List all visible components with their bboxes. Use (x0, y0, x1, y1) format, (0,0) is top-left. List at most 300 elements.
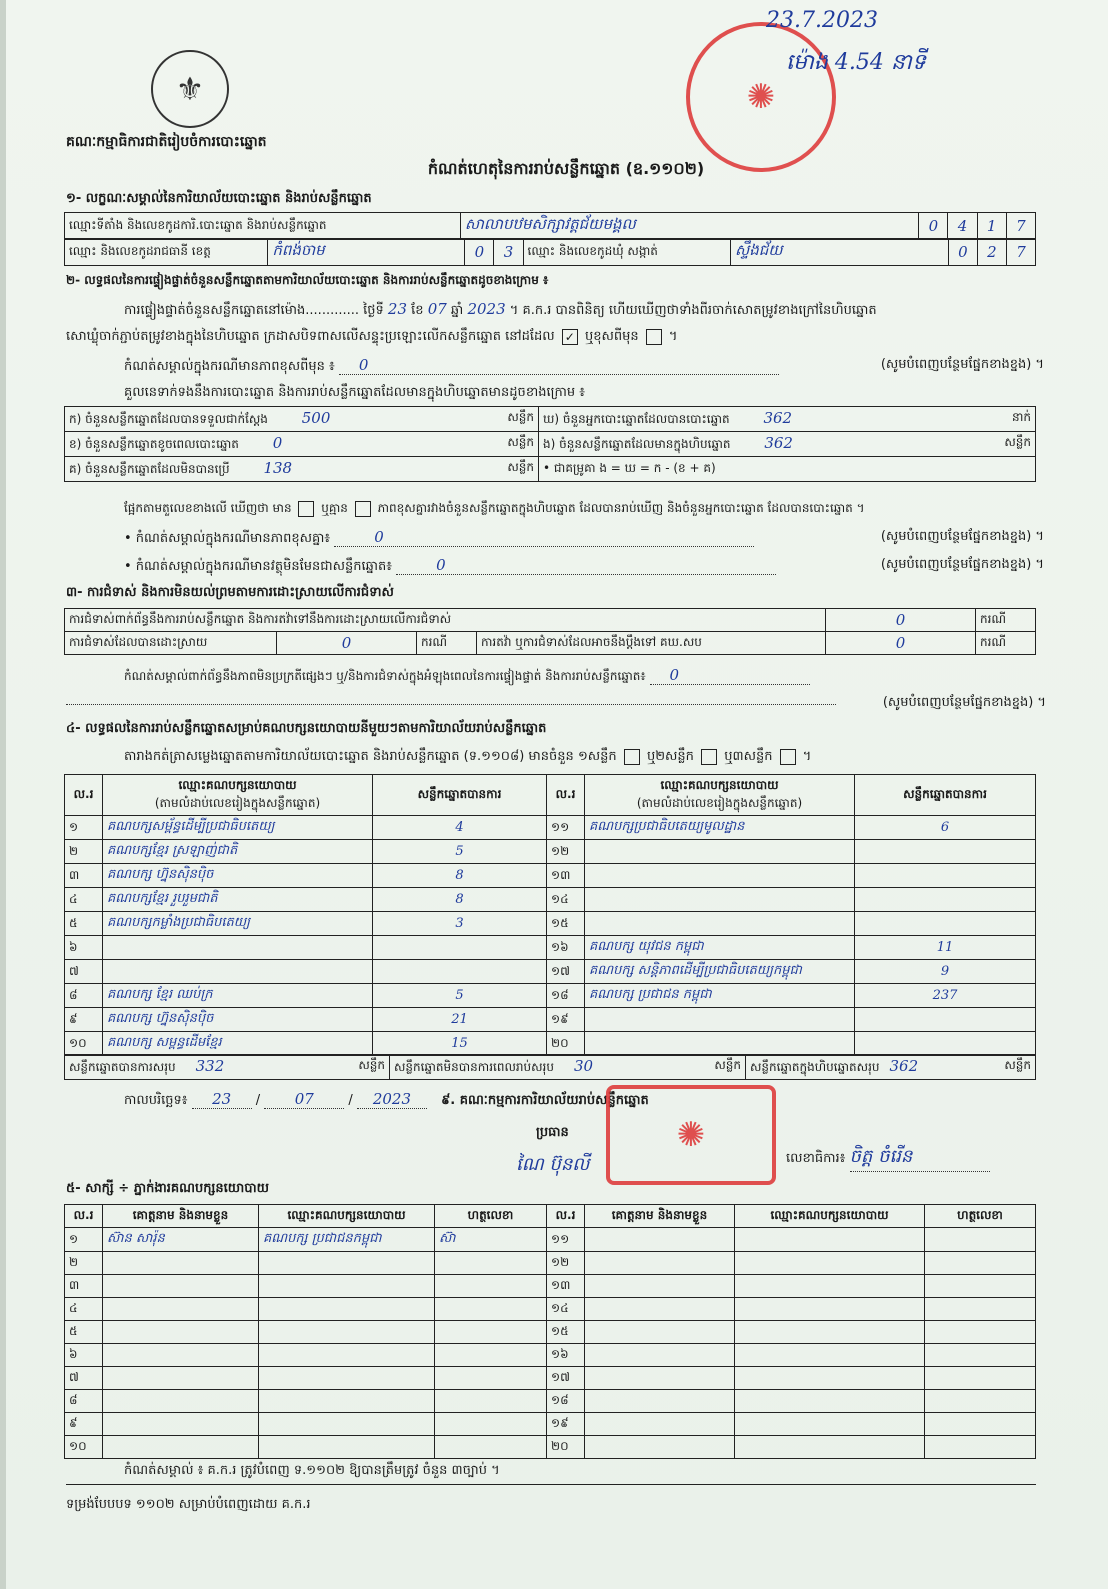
witness-sign (435, 1344, 547, 1367)
place-value: សាលាបឋមសិក្សាវត្តជ័យមង្គល (460, 213, 918, 240)
date-day: 23 (192, 1090, 252, 1109)
witness-name (585, 1321, 735, 1344)
col-party (585, 775, 855, 816)
count-value: 138 (263, 459, 293, 477)
count-intro: គួលនេទាក់ទងនឹងការបោះឆ្នោត និងការរាប់សន្លឹកឆ្នោតដែលមានក្នុងហិបឆ្នោតមានដូចខាងក្រោម ៖ (124, 385, 585, 400)
col-sign: ហត្ថលេខា (925, 1205, 1036, 1228)
witness-name (585, 1344, 735, 1367)
objection-note-label: កំណត់សម្គាល់ពាក់ព័ន្ធនឹងភាពមិនប្រក្រតីផ្សេងៗ ឬ/និងការជំទាស់ក្នុងអំឡុងពេលនៃការផ្ទៀងផ្ទាត់ និងការរាប់សន្លឹកឆ្នោត៖ (124, 669, 646, 683)
count-value: 0 (272, 434, 283, 452)
result-votes (373, 960, 547, 984)
witness-party (259, 1413, 435, 1436)
table-row (65, 457, 1036, 482)
objection-value: 0 (826, 609, 976, 632)
result-votes: 237 (855, 984, 1036, 1008)
total-box-label: សន្លឹកឆ្នោតក្នុងហិបឆ្នោតសរុប (750, 1060, 880, 1074)
year-label: ឆ្នាំ (450, 303, 464, 318)
result-no: ១២ (547, 840, 585, 864)
result-party (103, 936, 373, 960)
witness-no: ១ (65, 1228, 103, 1252)
table-row (65, 432, 1036, 457)
result-party (585, 1008, 855, 1032)
witness-name (585, 1367, 735, 1390)
witness-party (735, 1298, 925, 1321)
place-code-digit: 0 (919, 213, 948, 240)
witness-name (103, 1436, 259, 1459)
result-votes (855, 888, 1036, 912)
result-no: ១៧ (547, 960, 585, 984)
witness-sign (435, 1390, 547, 1413)
witness-sign (925, 1275, 1036, 1298)
witness-no: ៨ (65, 1390, 103, 1413)
document-title: កំណត់ហេតុនៃការរាប់សន្លឹកឆ្នោត (ឧ.១១០២) (427, 159, 705, 178)
col-no: ល.រ (65, 775, 103, 816)
witness-no: ១៤ (547, 1298, 585, 1321)
witness-no: ៣ (65, 1275, 103, 1298)
col-party-sub: (តាមលំដាប់លេខរៀងក្នុងសន្លឹកឆ្នោត) (154, 796, 321, 810)
stamp-note-date: 23.7.2023 (766, 8, 878, 33)
table-row (65, 888, 1036, 912)
committee-name: គណៈកម្មាធិការជាតិរៀបចំការបោះឆ្នោត (66, 134, 267, 150)
resolved-value: 0 (277, 632, 417, 655)
table-row (65, 1055, 1036, 1080)
blank-line (66, 704, 836, 705)
table-row (65, 632, 1036, 655)
objection-note-line-2 (66, 694, 1046, 713)
witness-party (259, 1275, 435, 1298)
witness-sign (925, 1252, 1036, 1275)
result-votes: 5 (373, 984, 547, 1008)
check-text-a: ការផ្ទៀងផ្ទាត់ចំនួនសន្លឹកឆ្នោតនៅម៉ោង............. ថ្ងៃទី (124, 303, 384, 318)
objection-label: ការជំទាស់ពាក់ព័ន្ធនឹងការរាប់សន្លឹកឆ្នោត និងការតវ៉ាទៅនឹងការដោះស្រាយលើការជំទាស់ (65, 609, 826, 632)
witness-party (259, 1436, 435, 1459)
table-row (65, 1321, 1036, 1344)
total-valid-cell (65, 1055, 390, 1080)
result-party (585, 912, 855, 936)
same-checkbox[interactable]: ✓ (562, 329, 578, 345)
witness-sign (925, 1413, 1036, 1436)
result-no: ១៦ (547, 936, 585, 960)
witness-sign (435, 1298, 547, 1321)
province-code-digit: 0 (465, 239, 494, 266)
objection-unit: ករណី (976, 609, 1036, 632)
witness-no: ២០ (547, 1436, 585, 1459)
sheet2-checkbox[interactable] (701, 749, 717, 765)
total-valid-label: សន្លឹកឆ្នោតបានការសរុប (69, 1060, 176, 1074)
date-month: 07 (264, 1090, 344, 1109)
result-party (585, 840, 855, 864)
result-no: ១៤ (547, 888, 585, 912)
witness-no: ៤ (65, 1298, 103, 1321)
section3-heading: ៣- ការជំទាស់ និងការមិនយល់ព្រមតាមការដោះស្រាយលើការជំទាស់ (66, 585, 394, 600)
result-votes: 15 (373, 1032, 547, 1056)
witness-sign (925, 1298, 1036, 1321)
total-unit: សន្លឹក (358, 1058, 385, 1072)
place-code-digit: 7 (1006, 213, 1035, 240)
result-no: ២ (65, 840, 103, 864)
witness-name (103, 1275, 259, 1298)
witness-name (585, 1436, 735, 1459)
count-label: ឃ) ចំនួនអ្នកបោះឆ្នោតដែលបានបោះឆ្នោត (543, 412, 730, 426)
footnote: កំណត់សម្គាល់ ៖ គ.ក.រ ត្រូវបំពេញ ទ.១១០២ ឱ្យបានត្រឹមត្រូវ ចំនួន ៣ច្បាប់ ។ (124, 1463, 500, 1478)
appeal-label: ការតវ៉ា ឬការជំទាស់ដែលអាចនឹងប្ដឹងទៅ គឃ.សប (477, 632, 826, 655)
check-text-c: សោឃ្លុំចាក់ភ្ជាប់តម្រូវខាងក្នុងនៃហិបឆ្នោត ក្រដាសបិទពាសលើសន្ទុះប្រឡោះលើកសន្លឹកឆ្នោត នៅដដែល (66, 329, 555, 344)
witness-no: ៦ (65, 1344, 103, 1367)
witness-party (735, 1228, 925, 1252)
witness-party (735, 1413, 925, 1436)
place-label: ឈ្មោះទីតាំង និងលេខកូដការិ.បោះឆ្នោត និងរាប់សន្លឹកឆ្នោត (65, 213, 461, 240)
col-no: ល.រ (547, 775, 585, 816)
appeal-value: 0 (826, 632, 976, 655)
place-code-digit: 4 (948, 213, 977, 240)
witness-sign (435, 1275, 547, 1298)
section1-table (64, 212, 1036, 240)
col-no: ល.រ (547, 1205, 585, 1228)
count-cell-left (65, 457, 539, 482)
col-party-title: ឈ្មោះគណបក្សនយោបាយ (178, 778, 297, 792)
total-box-value: 362 (889, 1057, 919, 1075)
count-label: ខ) ចំនួនសន្លឹកឆ្នោតខូចពេលបោះឆ្នោត (69, 437, 239, 451)
witness-party (735, 1390, 925, 1413)
diff-note-value: 0 (334, 528, 754, 547)
result-party: គណបក្ស ហ្វ៊ុនស៊ិនប៉ិច (103, 864, 373, 888)
diff-note-label: • កំណត់សម្គាល់ក្នុងករណីមានភាពខុសគ្នា៖ (124, 531, 331, 546)
witness-sign: ស៊ា (435, 1228, 547, 1252)
count-value: 362 (763, 409, 793, 427)
objection-note-value: 0 (650, 666, 810, 685)
section1-heading: ១- លក្ខណៈសម្គាល់នៃការិយាល័យបោះឆ្នោត និងរាប់សន្លឹកឆ្នោត (66, 191, 372, 206)
witness-name (103, 1367, 259, 1390)
count-unit: សន្លឹក (1004, 435, 1031, 449)
result-no: ៨ (65, 984, 103, 1008)
result-party: គណបក្ស យុវជន កម្ពុជា (585, 936, 855, 960)
date-label: កាលបរិច្ឆេទ៖ (124, 1093, 188, 1108)
changed-label: ឬខុសពីមុន (584, 329, 639, 344)
objection-table (64, 608, 1036, 655)
sheet-text: តារាងកត់ត្រាសម្លេងឆ្នោតតាមការិយាល័យបោះឆ្នោត និងរាប់សន្លឹកឆ្នោត (ទ.១១០៨) មានចំនួន ១សន្លឹក (124, 749, 617, 764)
table-row (65, 1032, 1036, 1056)
province-value: កំពង់ចាម (268, 239, 465, 266)
commune-code-digit: 2 (977, 239, 1006, 266)
witness-name: ស៊ាន សារ៉ុន (103, 1228, 259, 1252)
witness-name (103, 1413, 259, 1436)
witness-no: ១៨ (547, 1390, 585, 1413)
col-votes: សន្លឹកឆ្នោតបានការ (855, 775, 1036, 816)
col-sign: ហត្ថលេខា (435, 1205, 547, 1228)
secretary-signature: ចិត្ត ចំរើន (850, 1144, 990, 1172)
result-party (585, 1032, 855, 1056)
witness-table (64, 1204, 1036, 1459)
witness-party (735, 1275, 925, 1298)
footer-divider (66, 1484, 1036, 1485)
invalid-note-label: • កំណត់សម្គាល់ក្នុងករណីមានវត្ថុមិនមែនជាសន្លឹកឆ្នោត៖ (124, 559, 392, 574)
compare-text: ផ្អែកតាមតួលេខខាងលើ ឃើញថា មាន (124, 501, 292, 515)
result-no: ១៥ (547, 912, 585, 936)
sheet3-checkbox[interactable] (780, 749, 796, 765)
commune-code-digit: 0 (948, 239, 977, 266)
official-stamp-icon: ✺ (686, 22, 836, 172)
count-cell-left (65, 407, 539, 432)
result-no: ១១ (547, 816, 585, 840)
result-party: គណបក្សខ្មែរ រួបរួមជាតិ (103, 888, 373, 912)
table-row (65, 1008, 1036, 1032)
result-no: ១០ (65, 1032, 103, 1056)
witness-no: ៧ (65, 1367, 103, 1390)
fill-more-note: (សូមបំពេញបន្ថែមផ្នែកខាងខ្នង) ។ (882, 695, 1046, 710)
table-row (65, 609, 1036, 632)
witness-party (735, 1344, 925, 1367)
compare-line (124, 500, 865, 518)
witness-party (259, 1252, 435, 1275)
section4-heading: ៤- លទ្ធផលនៃការរាប់សន្លឹកឆ្នោតសម្រាប់គណបក្សនយោបាយនីមួយៗតាមការិយាល័យរាប់សន្លឹកឆ្នោត (66, 721, 547, 736)
count-table (64, 406, 1036, 482)
result-no: ៧ (65, 960, 103, 984)
check-text-b: ។ គ.ក.រ បានពិនិត្យ ហើយឃើញថាទាំងពីរចាក់សោតម្រូវខាងក្រៅនៃហិបឆ្នោត (509, 303, 877, 318)
witness-name (103, 1298, 259, 1321)
col-name: គោត្តនាម និងនាមខ្លួន (585, 1205, 735, 1228)
result-votes: 4 (373, 816, 547, 840)
witness-no: ១៥ (547, 1321, 585, 1344)
result-votes: 8 (373, 864, 547, 888)
witness-no: ១៣ (547, 1275, 585, 1298)
chair-label: ប្រធាន (536, 1125, 569, 1140)
witness-no: ២ (65, 1252, 103, 1275)
result-party: គណបក្សកម្លាំងប្រជាធិបតេយ្យ (103, 912, 373, 936)
table-row (65, 912, 1036, 936)
result-no: ៩ (65, 1008, 103, 1032)
witness-name (585, 1228, 735, 1252)
sheet-opt2: ឬ២សន្លឹក (646, 749, 694, 764)
sheet-count-line: តារាងកត់ត្រាសម្លេងឆ្នោតតាមការិយាល័យបោះឆ្នោត និងរាប់សន្លឹកឆ្នោត (ទ.១១០៨) មានចំនួន ១សន្លឹក ឬ២សន្លឹក ឬ៣សន្លឹក ។ (124, 749, 812, 764)
section1-table-row2 (64, 238, 1036, 266)
witness-sign (925, 1436, 1036, 1459)
section2-heading: ២- លទ្ធផលនៃការផ្ទៀងផ្ទាត់ចំនួនសន្លឹកឆ្នោតតាមការិយាល័យបោះឆ្នោត និងការរាប់សន្លឹកឆ្នោតដូចខាងក្រោម ៖ (66, 273, 549, 287)
table-row (65, 1436, 1036, 1459)
count-unit: សន្លឹក (507, 410, 534, 424)
count-unit: នាក់ (1011, 410, 1031, 424)
count-unit: សន្លឹក (507, 460, 534, 474)
total-invalid-cell (390, 1055, 746, 1080)
witness-no: ១៦ (547, 1344, 585, 1367)
counting-committee-label: ៩. គណៈកម្មការការិយាល័យរាប់សន្លឹកឆ្នោត (441, 1093, 649, 1108)
check-line-2: សោឃ្លុំចាក់ភ្ជាប់តម្រូវខាងក្នុងនៃហិបឆ្នោត ក្រដាសបិទពាសលើសន្ទុះប្រឡោះលើកសន្លឹកឆ្នោត នៅដដែល ✓ ឬខុសពីមុន ។ (66, 329, 678, 344)
witness-party (735, 1252, 925, 1275)
diff-note-line (124, 528, 1044, 549)
witness-sign (925, 1344, 1036, 1367)
witness-sign (435, 1436, 547, 1459)
appeal-unit: ករណី (976, 632, 1036, 655)
result-votes (855, 1032, 1036, 1056)
form-note: ទម្រង់បែបបទ ១១០២ សម្រាប់បំពេញដោយ គ.ក.រ (66, 1497, 311, 1512)
note-line (124, 356, 1044, 377)
col-party: ឈ្មោះគណបក្សនយោបាយ (259, 1205, 435, 1228)
col-party (103, 775, 373, 816)
chair-signature: ណៃ ប៊ុនលី (516, 1154, 590, 1175)
commune-value: ស្ទឹងជ័យ (730, 239, 948, 266)
no-diff-checkbox[interactable] (355, 501, 371, 517)
witness-party: គណបក្ស ប្រជាជនកម្ពុជា (259, 1228, 435, 1252)
table-row (65, 407, 1036, 432)
result-no: ៦ (65, 936, 103, 960)
table-row (65, 1344, 1036, 1367)
province-label: ឈ្មោះ និងលេខកូដរាជធានី ខេត្ត (65, 239, 268, 266)
col-no: ល.រ (65, 1205, 103, 1228)
witness-name (103, 1321, 259, 1344)
secretary-label: លេខាធិការ (786, 1151, 840, 1166)
table-row (65, 1298, 1036, 1321)
result-votes: 8 (373, 888, 547, 912)
result-party: គណបក្ស សន្តិភាពដើម្បីប្រជាធិបតេយ្យកម្ពុជា (585, 960, 855, 984)
count-unit: សន្លឹក (507, 435, 534, 449)
witness-party (259, 1298, 435, 1321)
witness-sign (435, 1252, 547, 1275)
witness-sign (925, 1228, 1036, 1252)
changed-checkbox[interactable] (646, 329, 662, 345)
witness-no: ១០ (65, 1436, 103, 1459)
result-votes: 9 (855, 960, 1036, 984)
province-code-digit: 3 (494, 239, 523, 266)
result-votes: 21 (373, 1008, 547, 1032)
result-votes: 5 (373, 840, 547, 864)
witness-no: ៥ (65, 1321, 103, 1344)
note-value: 0 (339, 356, 779, 375)
witness-party (259, 1344, 435, 1367)
col-party-sub: (តាមលំដាប់លេខរៀងក្នុងសន្លឹកឆ្នោត) (636, 796, 803, 810)
table-row (65, 1413, 1036, 1436)
result-party: គណបក្ស សម្ពន្ធដើមខ្មែរ (103, 1032, 373, 1056)
committee-stamp-icon: ✺ (606, 1085, 776, 1185)
result-party: គណបក្សប្រជាធិបតេយ្យមូលដ្ឋាន (585, 816, 855, 840)
witness-sign (435, 1413, 547, 1436)
result-no: ១៣ (547, 864, 585, 888)
note-label: កំណត់សម្គាល់ក្នុងករណីមានភាពខុសពីមុន ៖ (124, 359, 335, 374)
objection-note-line (124, 666, 810, 686)
table-row (65, 1252, 1036, 1275)
witness-no: ១១ (547, 1228, 585, 1252)
table-row (65, 1390, 1036, 1413)
result-votes (855, 1008, 1036, 1032)
compare-or: ឬគ្មាន (321, 501, 348, 515)
result-no: ១៨ (547, 984, 585, 1008)
col-votes: សន្លឹកឆ្នោតបានការ (373, 775, 547, 816)
count-cell-right (539, 407, 1036, 432)
table-row (65, 1367, 1036, 1390)
secretary-line: លេខាធិការ៖ ចិត្ត ចំរើន (786, 1144, 990, 1172)
witness-no: ៩ (65, 1413, 103, 1436)
total-invalid-label: សន្លឹកឆ្នោតមិនបានការពេលរាប់សរុប (394, 1060, 554, 1074)
result-votes (855, 864, 1036, 888)
check-year: 2023 (467, 300, 506, 318)
table-row (65, 960, 1036, 984)
nec-logo-icon: ⚜ (151, 50, 229, 128)
witness-party (259, 1321, 435, 1344)
total-unit: សន្លឹក (1004, 1058, 1031, 1072)
witness-name (585, 1275, 735, 1298)
count-value: 500 (301, 409, 331, 427)
witness-sign (435, 1367, 547, 1390)
stamp-note-time: ម៉ោង 4.54 នាទី (786, 50, 926, 75)
witness-sign (435, 1321, 547, 1344)
result-party: គណបក្សសម្ព័ន្ធដើម្បីប្រជាធិបតេយ្យ (103, 816, 373, 840)
has-diff-checkbox[interactable] (298, 501, 314, 517)
result-no: ៥ (65, 912, 103, 936)
witness-name (103, 1252, 259, 1275)
col-party-title: ឈ្មោះគណបក្សនយោបាយ (660, 778, 779, 792)
result-no: ១ (65, 816, 103, 840)
col-name: គោត្តនាម និងនាមខ្លួន (103, 1205, 259, 1228)
commune-code-digit: 7 (1006, 239, 1035, 266)
fill-more-note: (សូមបំពេញបន្ថែមផ្នែកខាងខ្នង) ។ (880, 557, 1044, 572)
result-party (103, 960, 373, 984)
witness-no: ១៧ (547, 1367, 585, 1390)
result-votes: 6 (855, 816, 1036, 840)
total-invalid-value: 30 (573, 1057, 594, 1075)
section5-heading: ៥- សាក្សី ÷ ភ្នាក់ងារគណបក្សនយោបាយ (66, 1181, 269, 1196)
count-label: គ) ចំនួនសន្លឹកឆ្នោតដែលមិនបានប្រើ (69, 462, 230, 476)
month-label: ខែ (411, 303, 424, 318)
resolved-unit: ករណី (417, 632, 477, 655)
table-row (65, 1275, 1036, 1298)
result-votes (855, 840, 1036, 864)
date-year: 2023 (357, 1090, 427, 1109)
total-unit: សន្លឹក (714, 1058, 741, 1072)
witness-name (585, 1252, 735, 1275)
count-cell-right (539, 432, 1036, 457)
result-votes: 11 (855, 936, 1036, 960)
fill-more-note: (សូមបំពេញបន្ថែមផ្នែកខាងខ្នង) ។ (880, 357, 1044, 372)
count-label: ង) ចំនួនសន្លឹកឆ្នោតដែលមានក្នុងហិបឆ្នោត (543, 437, 731, 451)
witness-sign (925, 1390, 1036, 1413)
invalid-note-line (124, 556, 1044, 577)
check-day: 23 (387, 300, 408, 318)
resolved-label: ការជំទាស់ដែលបានដោះស្រាយ (65, 632, 277, 655)
commune-label: ឈ្មោះ និងលេខកូដឃុំ សង្កាត់ (523, 239, 730, 266)
invalid-note-value: 0 (396, 556, 776, 575)
witness-no: ១២ (547, 1252, 585, 1275)
sheet1-checkbox[interactable] (624, 749, 640, 765)
witness-party (259, 1390, 435, 1413)
witness-name (103, 1390, 259, 1413)
results-table (64, 774, 1036, 1056)
totals-table (64, 1054, 1036, 1080)
witness-party (259, 1367, 435, 1390)
date-line: កាលបរិច្ឆេទ៖ 23 / 07 / 2023 ៩. គណៈកម្មការការិយាល័យរាប់សន្លឹកឆ្នោត (124, 1090, 649, 1108)
total-valid-value: 332 (195, 1057, 225, 1075)
result-party: គណបក្ស ប្រជាជន កម្ពុជា (585, 984, 855, 1008)
sheet-opt3: ឬ៣សន្លឹក (724, 749, 773, 764)
col-party: ឈ្មោះគណបក្សនយោបាយ (735, 1205, 925, 1228)
table-row (65, 816, 1036, 840)
witness-name (585, 1390, 735, 1413)
result-no: ៤ (65, 888, 103, 912)
result-party (585, 864, 855, 888)
witness-party (735, 1436, 925, 1459)
witness-no: ១៩ (547, 1413, 585, 1436)
table-row (65, 864, 1036, 888)
witness-party (735, 1321, 925, 1344)
result-no: ២០ (547, 1032, 585, 1056)
count-label: ក) ចំនួនសន្លឹកឆ្នោតដែលបានទទួលជាក់ស្ដែង (69, 412, 268, 426)
place-code-digit: 1 (977, 213, 1006, 240)
result-party: គណបក្ស ខ្មែរ ឈប់ក្រ (103, 984, 373, 1008)
fill-more-note: (សូមបំពេញបន្ថែមផ្នែកខាងខ្នង) ។ (880, 529, 1044, 544)
result-votes: 3 (373, 912, 547, 936)
result-no: ១៩ (547, 1008, 585, 1032)
result-party (585, 888, 855, 912)
table-row (65, 1228, 1036, 1252)
count-cell-left (65, 432, 539, 457)
check-month: 07 (427, 300, 447, 318)
